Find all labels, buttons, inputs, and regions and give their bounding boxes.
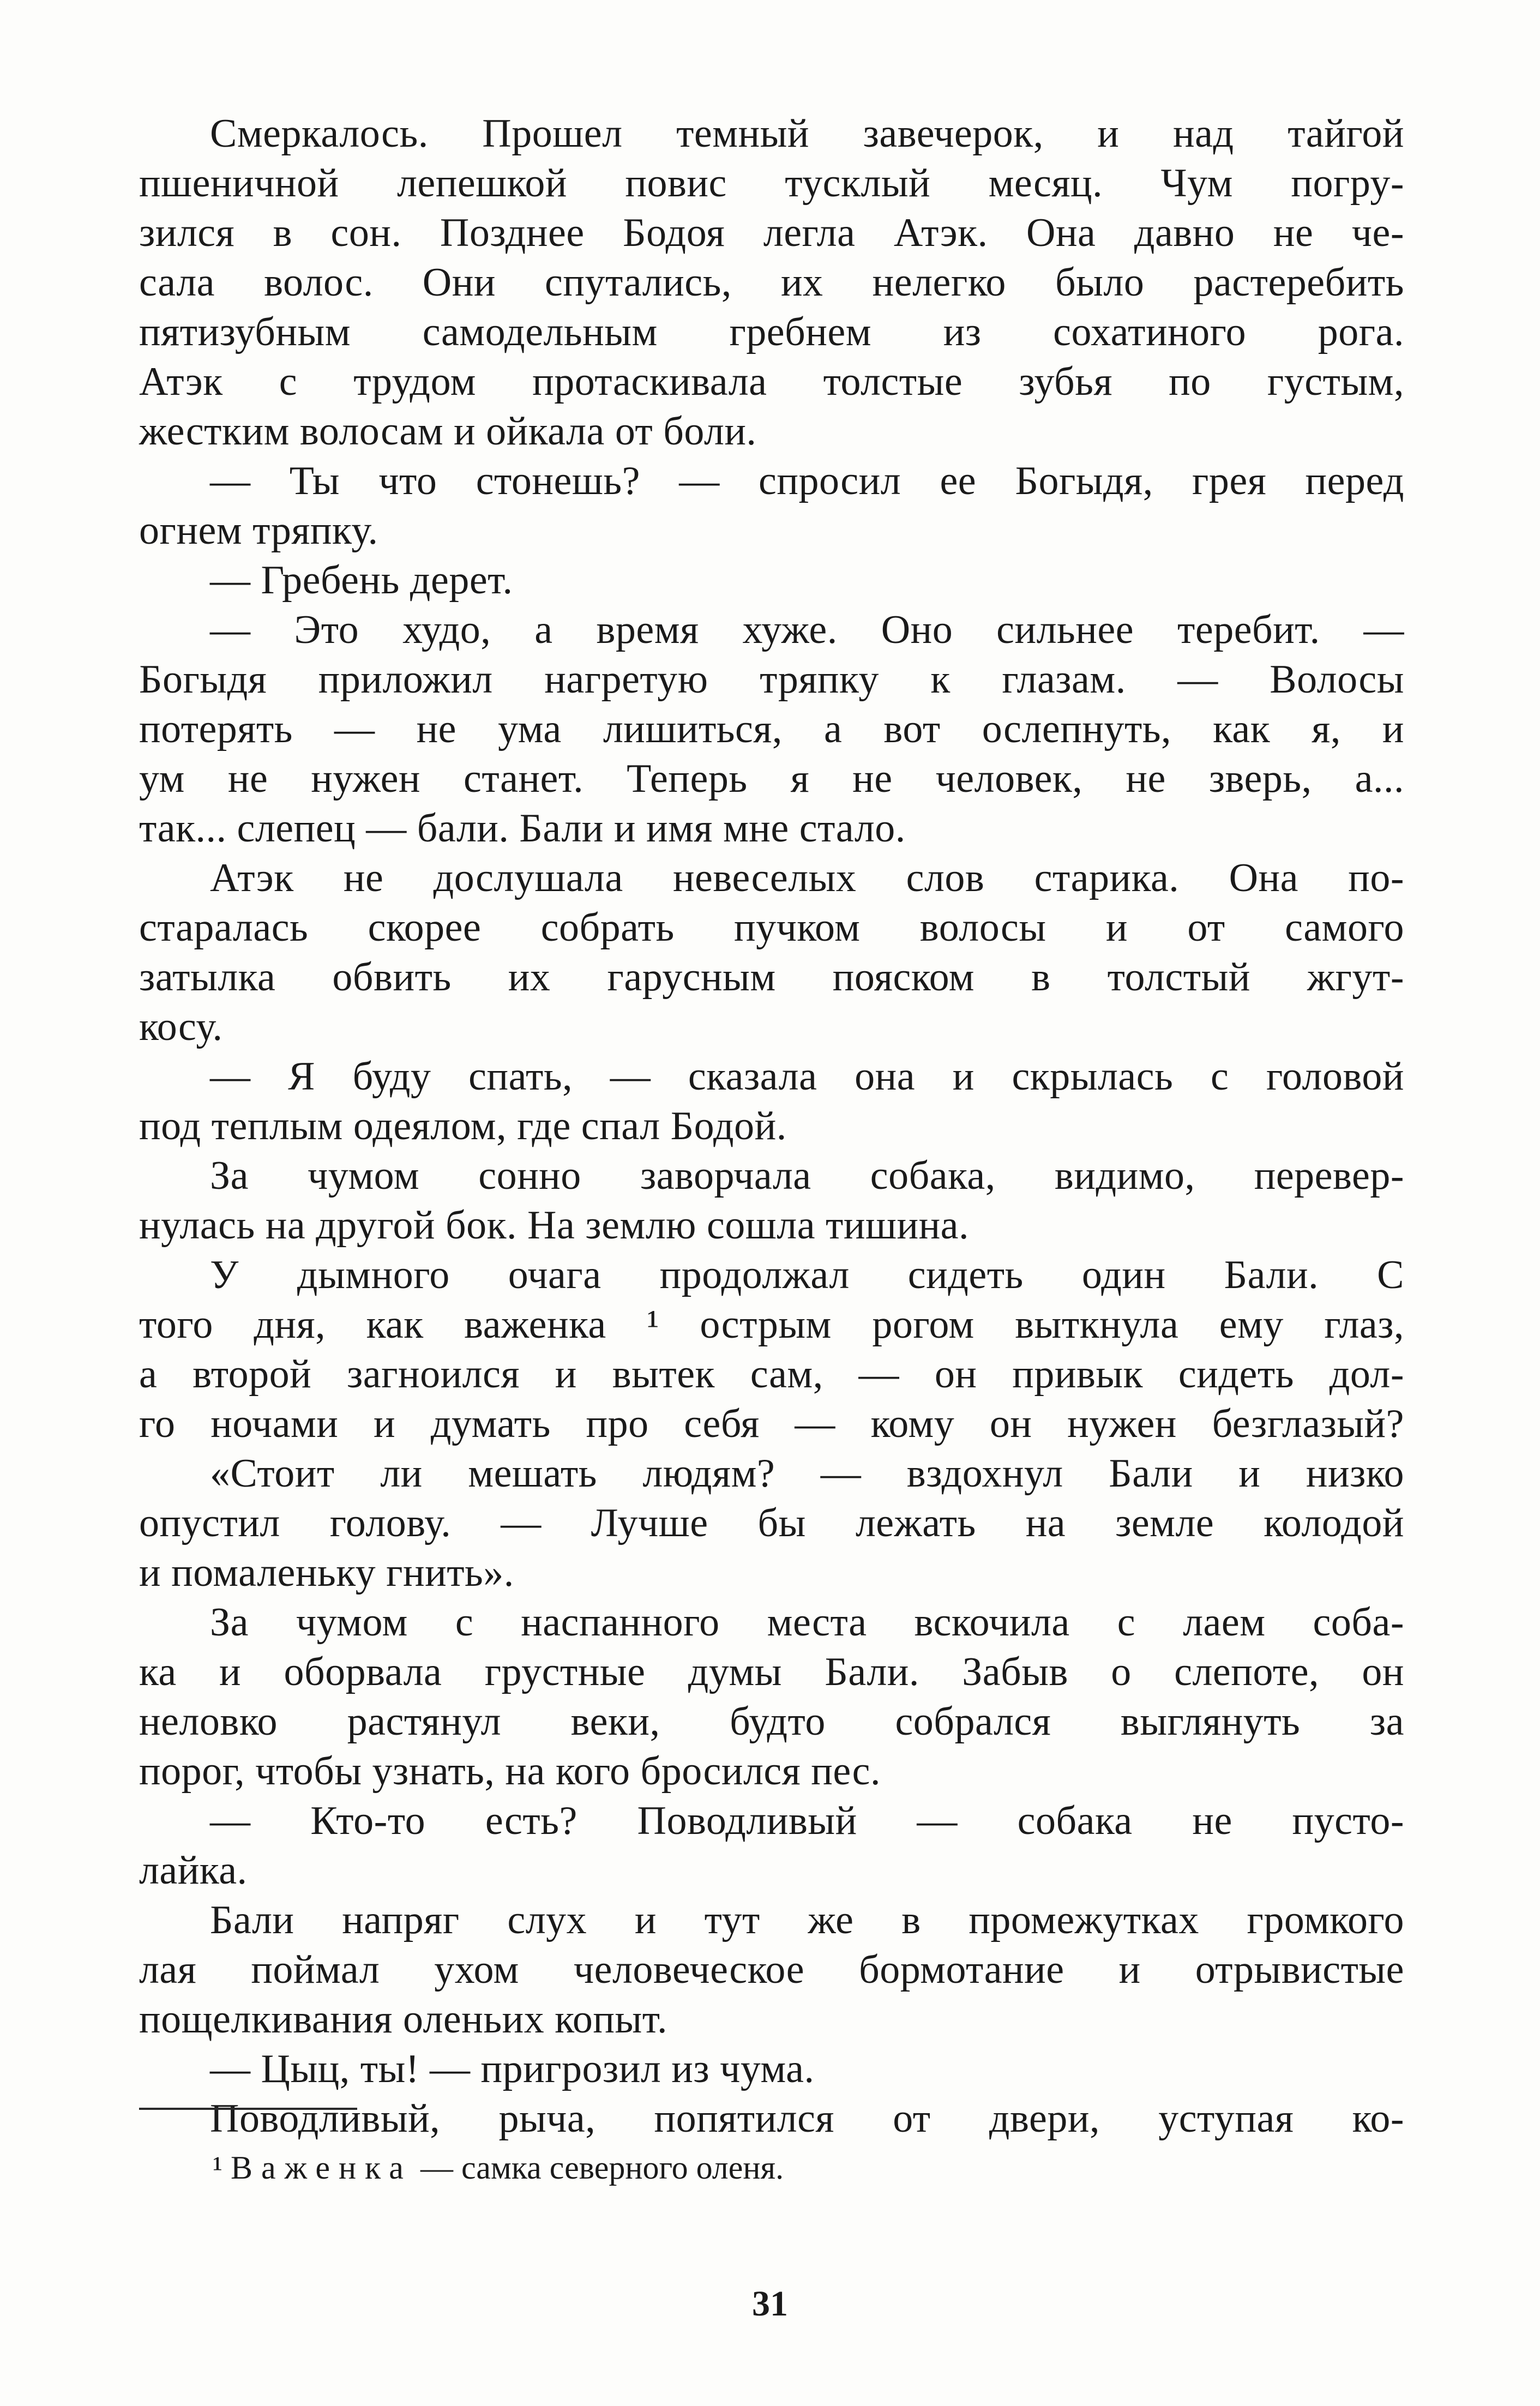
text-line: под теплым одеялом, где спал Бодой. bbox=[139, 1104, 787, 1148]
text-line: старалась скорее собрать пучком волосы и от самого bbox=[139, 905, 1404, 950]
footnote bbox=[213, 2149, 784, 2187]
text-line: того дня, как важенка ¹ острым рогом выткнула ему глаз, bbox=[139, 1302, 1404, 1347]
text-line: пощелкивания оленьих копыт. bbox=[139, 1997, 667, 2042]
text-line: — Я буду спать, — сказала она и скрылась с головой bbox=[210, 1054, 1404, 1099]
text-line: порог, чтобы узнать, на кого бросился пес. bbox=[139, 1749, 881, 1794]
body-text bbox=[139, 109, 1404, 2144]
text-line: — Это худо, а время хуже. Оно сильнее теребит. — bbox=[210, 607, 1404, 652]
text-line: лая поймал ухом человеческое бормотание и отрывистые bbox=[139, 1947, 1404, 1992]
text-line: так... слепец — бали. Бали и имя мне стало. bbox=[139, 806, 906, 851]
text-line: Смеркалось. Прошел темный завечерок, и над тайгой bbox=[210, 111, 1404, 156]
text-line: Атэк с трудом протаскивала толстые зубья по густым, bbox=[139, 359, 1404, 404]
text-line: а второй загноился и вытек сам, — он привык сидеть дол- bbox=[139, 1352, 1404, 1397]
text-line: ум не нужен станет. Теперь я не человек, не зверь, а... bbox=[139, 756, 1404, 801]
text-line: — Цыц, ты! — пригрозил из чума. bbox=[210, 2047, 815, 2091]
text-line: лайка. bbox=[139, 1848, 248, 1893]
text-line: нулась на другой бок. На землю сошла тишина. bbox=[139, 1203, 970, 1248]
text-line: — Кто-то есть? Поводливый — собака не пусто- bbox=[210, 1799, 1404, 1843]
text-line: неловко растянул веки, будто собрался выглянуть за bbox=[139, 1699, 1404, 1744]
text-line: Атэк не дослушала невеселых слов старика. Она по- bbox=[210, 856, 1404, 900]
text-line: За чумом сонно заворчала собака, видимо, перевер- bbox=[210, 1153, 1404, 1198]
text-line: пятизубным самодельным гребнем из сохатиного рога. bbox=[139, 310, 1404, 354]
page-number: 31 bbox=[752, 2284, 788, 2324]
footnote-term: Важенка bbox=[231, 2150, 412, 2186]
text-line: огнем тряпку. bbox=[139, 508, 378, 553]
text-line: жестким волосам и ойкала от боли. bbox=[139, 409, 757, 454]
text-line: «Стоит ли мешать людям? — вздохнул Бали и низко bbox=[210, 1451, 1404, 1496]
text-line: Бали напряг слух и тут же в промежутках громкого bbox=[210, 1898, 1404, 1942]
text-line: затылка обвить их гарусным пояском в толстый жгут- bbox=[139, 955, 1404, 1000]
text-line: ка и оборвала грустные думы Бали. Забыв о слепоте, он bbox=[139, 1650, 1404, 1694]
text-line: У дымного очага продолжал сидеть один Бали. С bbox=[210, 1253, 1404, 1297]
text-line: пшеничной лепешкой повис тусклый месяц. Чум погру- bbox=[139, 161, 1404, 206]
text-line: — Ты что стонешь? — спросил ее Богыдя, грея перед bbox=[210, 459, 1404, 503]
text-line: косу. bbox=[139, 1004, 223, 1049]
footnote-divider bbox=[139, 2108, 357, 2110]
text-line: За чумом с наспанного места вскочила с лаем соба- bbox=[210, 1600, 1404, 1645]
text-line: Богыдя приложил нагретую тряпку к глазам. — Волосы bbox=[139, 657, 1404, 702]
footnote-definition: — самка северного оленя. bbox=[412, 2150, 784, 2186]
text-line: и помаленьку гнить». bbox=[139, 1550, 514, 1595]
text-line: опустил голову. — Лучше бы лежать на земле колодой bbox=[139, 1501, 1404, 1545]
text-line: сала волос. Они спутались, их нелегко было растеребить bbox=[139, 260, 1404, 305]
text-line: Поводливый, рыча, попятился от двери, уступая ко- bbox=[210, 2096, 1404, 2141]
text-line: потерять — не ума лишиться, а вот ослепнуть, как я, и bbox=[139, 707, 1404, 751]
text-line: го ночами и думать про себя — кому он нужен безглазый? bbox=[139, 1402, 1404, 1446]
text-line: — Гребень дерет. bbox=[210, 558, 513, 603]
footnote-marker: ¹ bbox=[213, 2150, 222, 2186]
text-line: зился в сон. Позднее Бодоя легла Атэк. Она давно не че- bbox=[139, 210, 1404, 255]
